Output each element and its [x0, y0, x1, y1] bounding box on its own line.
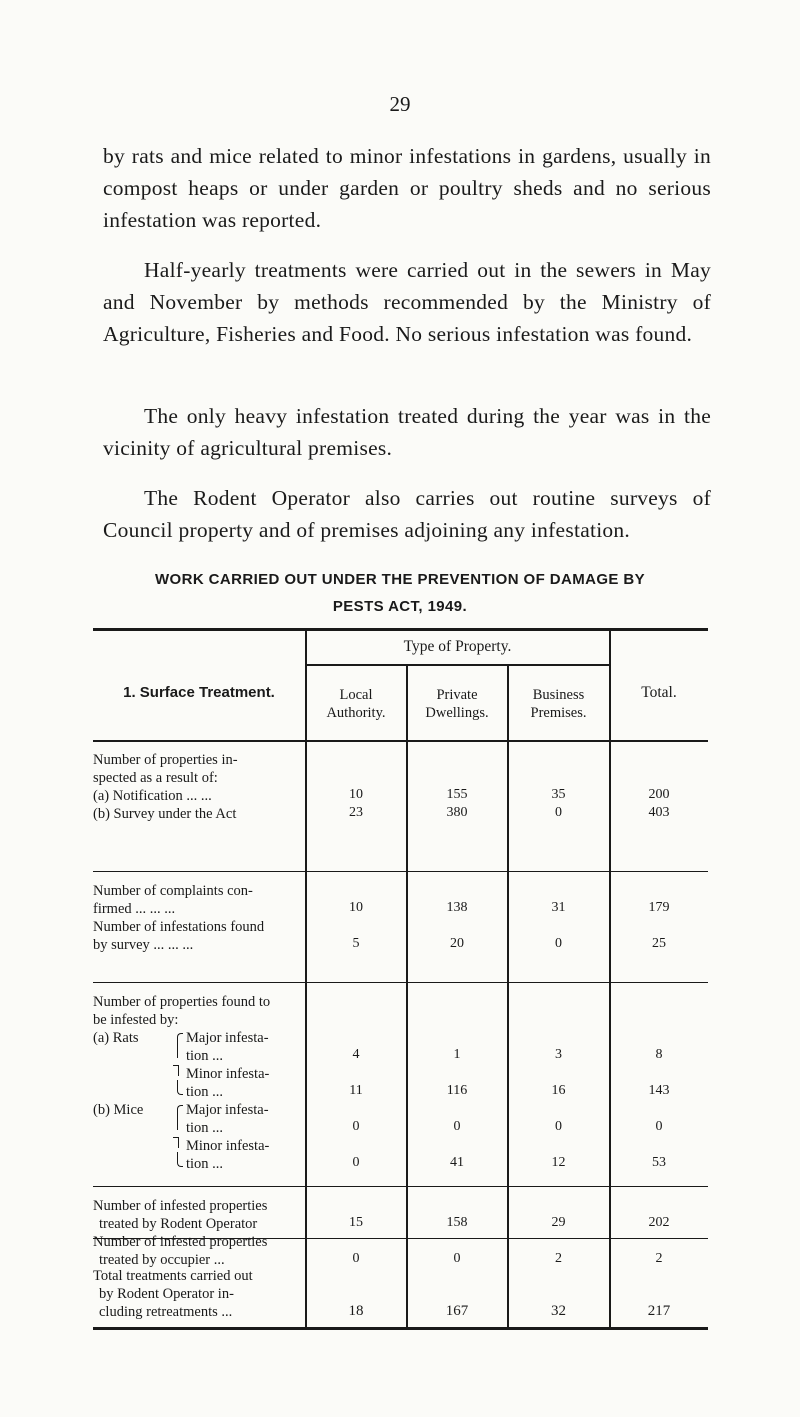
notification-local: 10 — [349, 787, 363, 802]
page-number: 29 — [389, 92, 411, 116]
survey-act-local: 23 — [349, 805, 363, 820]
label-treated-operator-2: treated by Rodent Operator — [99, 1216, 258, 1232]
total-header: Total. — [641, 684, 677, 701]
label-inspected-1: Number of properties in- — [93, 752, 238, 768]
rats-major-business: 3 — [555, 1047, 562, 1062]
label-mice: (b) Mice — [93, 1102, 144, 1118]
survey-act-private: 380 — [446, 805, 468, 820]
col-header-private: Private Dwellings. — [425, 687, 489, 721]
complaints-local: 10 — [349, 900, 363, 915]
mice-major-private: 0 — [453, 1119, 461, 1134]
survey-found-private: 20 — [450, 936, 464, 951]
survey-act-business: 0 — [555, 805, 562, 820]
rats-minor-business: 16 — [551, 1083, 566, 1098]
label-rats-major-tion: tion ... — [186, 1048, 224, 1064]
label-survey-act: (b) Survey under the Act — [93, 806, 237, 822]
mice-minor-total: 53 — [652, 1155, 666, 1170]
mice-major-business: 0 — [555, 1119, 562, 1134]
paragraph-3: The only heavy infestation treated during the year was in the vicinity of agricultural premises. — [103, 404, 711, 460]
table-title: 1. Surface Treatment. — [123, 684, 275, 701]
brace-rats-major — [177, 1033, 183, 1058]
brace-rats-minor-tail — [177, 1080, 183, 1095]
label-rats-minor: Minor infesta- — [186, 1066, 270, 1082]
label-mice-minor: Minor infesta- — [186, 1138, 270, 1154]
brace-rats-minor — [173, 1065, 179, 1076]
label-rats-minor-tion: tion ... — [186, 1084, 224, 1100]
rats-major-total: 8 — [655, 1047, 663, 1062]
group-header: Type of Property. — [403, 638, 512, 655]
mice-minor-private: 41 — [450, 1155, 464, 1170]
total-business: 32 — [551, 1303, 566, 1319]
label-total-3: cluding retreatments ... — [99, 1304, 233, 1320]
survey-act-total: 403 — [648, 805, 670, 820]
row-labels — [93, 628, 303, 1330]
label-mice-minor-tion: tion ... — [186, 1156, 224, 1172]
survey-found-local: 5 — [352, 936, 360, 951]
treated-occupier-total: 2 — [655, 1251, 663, 1266]
surface-treatment-table — [93, 628, 708, 1330]
survey-found-business: 0 — [555, 936, 562, 951]
mice-major-total: 0 — [655, 1119, 663, 1134]
treated-operator-local: 15 — [349, 1215, 363, 1230]
label-total-1: Total treatments carried out — [93, 1268, 253, 1284]
brace-mice-major — [177, 1105, 183, 1130]
label-survey-found-2: by survey ... ... ... — [93, 937, 194, 953]
rats-major-local: 4 — [352, 1047, 360, 1062]
treated-occupier-business: 2 — [555, 1251, 562, 1266]
label-complaints-2: firmed ... ... ... — [93, 901, 176, 917]
label-complaints-1: Number of complaints con- — [93, 883, 253, 899]
total-local: 18 — [348, 1303, 364, 1319]
heading-line-1: WORK CARRIED OUT UNDER THE PREVENTION OF DAMAGE BY — [154, 571, 645, 588]
label-notification: (a) Notification ... ... — [93, 788, 212, 804]
col-header-local: Local Authority. — [326, 687, 386, 721]
rats-minor-total: 143 — [648, 1083, 670, 1098]
treated-occupier-local: 0 — [352, 1251, 360, 1266]
label-inspected-2: spected as a result of: — [93, 770, 218, 786]
treated-occupier-private: 0 — [453, 1251, 461, 1266]
label-mice-major: Major infesta- — [186, 1102, 269, 1118]
paragraph-1: by rats and mice related to minor infestations in gardens, usually in compost heaps or under garden or poultry sheds and no serious infestation was reported. — [103, 144, 711, 232]
label-treated-operator-1: Number of infested properties — [93, 1198, 268, 1214]
rats-minor-local: 11 — [349, 1083, 363, 1098]
label-infested-2: be infested by: — [93, 1012, 179, 1028]
treated-operator-private: 158 — [446, 1215, 468, 1230]
rats-major-private: 1 — [453, 1047, 461, 1062]
section-heading — [80, 566, 720, 620]
treated-operator-total: 202 — [648, 1215, 670, 1230]
complaints-total: 179 — [648, 900, 670, 915]
brace-mice-minor — [173, 1137, 179, 1148]
complaints-business: 31 — [551, 900, 566, 915]
label-rats-major: Major infesta- — [186, 1030, 269, 1046]
group-header-rule — [305, 664, 610, 666]
treated-operator-business: 29 — [551, 1215, 566, 1230]
paragraph-4: The Rodent Operator also carries out routine surveys of Council property and of premises adjoining any infestation. — [103, 486, 711, 542]
label-treated-occupier-2: treated by occupier ... — [99, 1252, 225, 1268]
notification-business: 35 — [551, 787, 566, 802]
survey-found-total: 25 — [652, 936, 666, 951]
rats-minor-private: 116 — [446, 1083, 468, 1098]
complaints-private: 138 — [446, 900, 468, 915]
mice-minor-local: 0 — [352, 1155, 360, 1170]
label-rats: (a) Rats — [93, 1030, 139, 1046]
mice-major-local: 0 — [352, 1119, 360, 1134]
total-private: 167 — [445, 1303, 469, 1319]
label-mice-major-tion: tion ... — [186, 1120, 224, 1136]
brace-mice-minor-tail — [177, 1152, 183, 1167]
label-treated-occupier-1: Number of infested properties — [93, 1234, 268, 1250]
paragraph-2: Half-yearly treatments were carried out in the sewers in May and November by methods recommended by the Ministry of Agriculture, Fisheries and Food. No serious infestation was found. — [103, 258, 711, 346]
total-total: 217 — [647, 1303, 671, 1319]
label-infested-1: Number of properties found to — [93, 994, 271, 1010]
heading-line-2: PESTS ACT, 1949. — [332, 598, 468, 615]
col-header-business: Business Premises. — [530, 687, 587, 721]
mice-minor-business: 12 — [551, 1155, 566, 1170]
notification-total: 200 — [648, 787, 670, 802]
label-survey-found-1: Number of infestations found — [93, 919, 265, 935]
notification-private: 155 — [446, 787, 468, 802]
label-total-2: by Rodent Operator in- — [99, 1286, 234, 1302]
